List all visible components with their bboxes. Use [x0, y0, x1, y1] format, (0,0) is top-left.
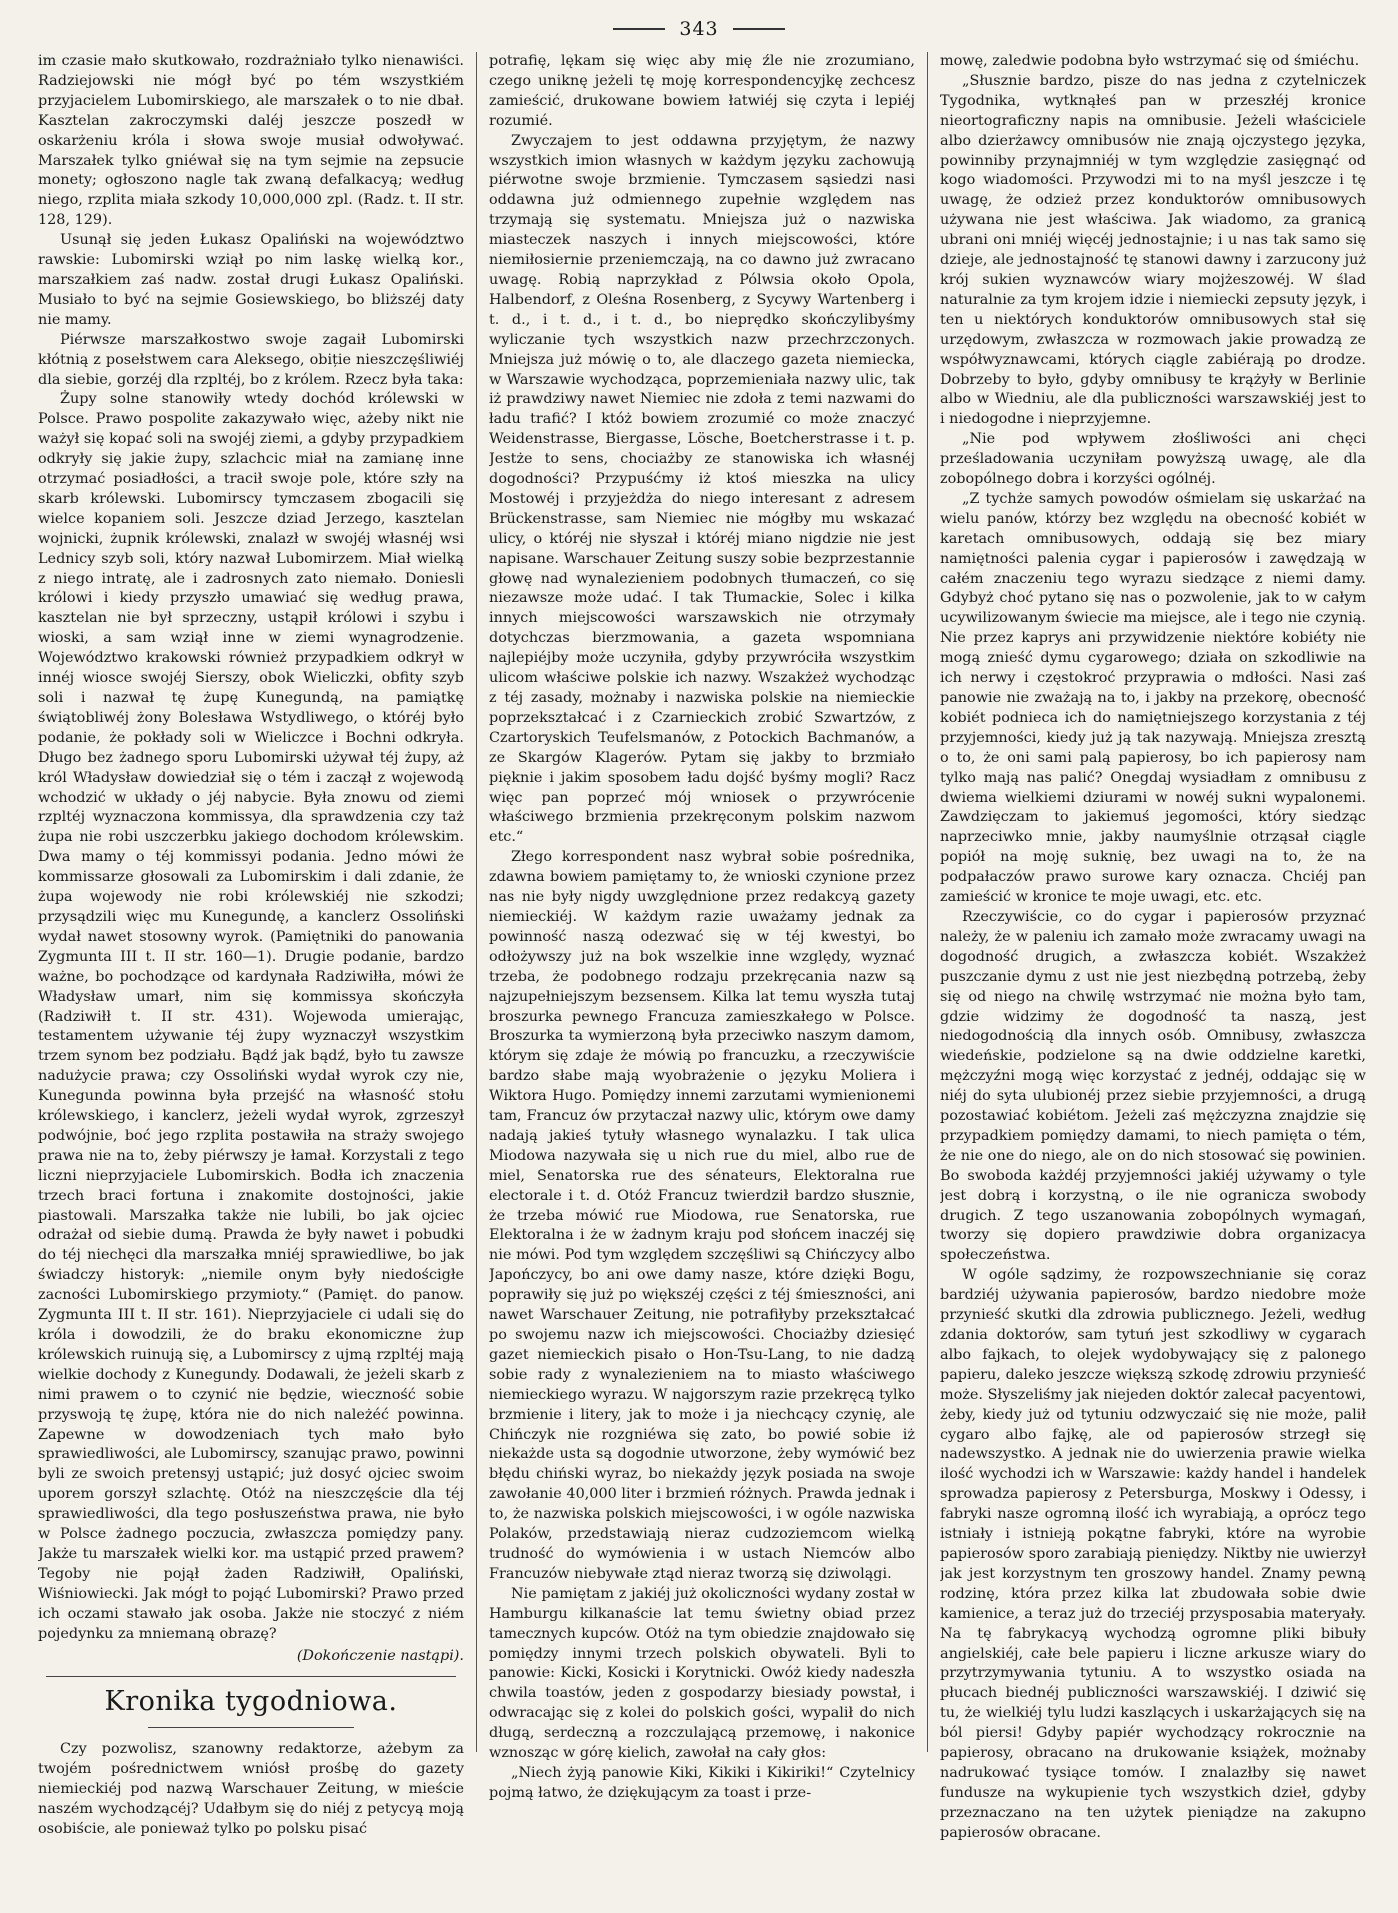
- paragraph: Rzeczywiście, co do cygar i papierosów przyznać należy, że w paleniu ich zamało może zwracamy uwagi na dogodność drugich, a zwłaszcza kobiét. Wszakżeż puszczanie dymu z ust nie jest niezbędną potrzebą, żeby się od niego na chwilę wstrzymać nie można było tam, gdzie widzimy że dogodność ta naszą, jest niedogodnością dla innych osób. Omnibusy, zwłaszcza wiedeńskie, podzielone są na dwie oddzielne karetki, mężczyźni mogą więc korzystać z jednéj, oddając się w niéj do syta ulubionéj przez siebie przyjemności, a drugą pozostawiać kobiétom. Jeżeli zaś mężczyzna znajdzie się przypadkiem pomiędzy damami, to niech pamięta o tém, że nie one do niego, ale on do nich stosować się powinien. Bo swoboda każdéj przyjemności jakiéj używamy o tyle jest dobrą i korzystną, o ile nie ogranicza swobody drugich. Z tego uszanowania zobopólnych wymagań, tworzy się dopiero prawdziwie dobra organizacya społeczeństwa.: [940, 908, 1366, 1264]
- page-header: [0, 14, 1398, 44]
- column-2: [489, 52, 915, 1897]
- paragraph: Nie pamiętam z jakiéj już okoliczności wydany został w Hamburgu kilkanaście lat temu świetny obiad przez tamecznych kupców. Otóż na tym obiedzie znajdowało się pomiędzy innymi trzech polskich obywateli. Byli to panowie: Kicki, Kosicki i Korytnicki. Owóż kiedy nadeszła chwila toastów, jeden z gospodarzy biesiady powstał, i odwracając się z kolei do polskich gości, wypalił do nich długą, serdeczną a rozczulającą przemowę, i nakonice wznosząc w górę kielich, zawołał na cały głos:: [489, 1585, 915, 1762]
- paragraph: Usunął się jeden Łukasz Opaliński na województwo rawskie: Lubomirski wziął po nim laskę wielką kor., marszałkiem zaś nadw. został drugi Łukasz Opaliński. Musiało to być na sejmie Gosiewskiego, bo bliższéj daty nie mamy.: [38, 232, 464, 328]
- paragraph: „Nie pod wpływem złośliwości ani chęci prześladowania uczyniłam powyższą uwagę, ale dla zobopólnego dobra i korzyści ogólnéj.: [940, 431, 1366, 488]
- title-underline: [148, 1727, 354, 1728]
- paragraph: Czy pozwolisz, szanowny redaktorze, ażebym za twojém pośrednictwem wniósł prośbę do gazety niemieckiéj pod nazwą Warschauer Zeitung, w mieście naszém wychodzącéj? Udałbym się do niéj z petycyą moją osobiście, ale ponieważ tylko po polsku pisać: [38, 1741, 464, 1838]
- column-3: [940, 52, 1366, 1897]
- paragraph: mowę, zaledwie podobna było wstrzymać się od śmiéchu.: [940, 53, 1360, 69]
- paragraph: „Z tychże samych powodów ośmielam się uskarżać na wielu panów, którzy bez względu na obecność kobiét w karetach omnibusowych, oddają się bez miary namiętności palenia cygar i papierosów i zawędzają w całém znaczeniu tego wyrazu siedzące z niemi damy. Gdybyż choć pytano się nas o pozwolenie, jak to w całym ucywilizowanym świecie ma miejsce, ale i tego nie czynią. Nie przez kaprys ani przywidzenie niektóre kobiéty nie mogą znieść dymu cygarowego; działa on szkodliwie na ich nerwy i częstokroć przyprawia o mdłości. Nasi zaś panowie nie zważają na to, i jakby na przekorę, obecność kobiét podnieca ich do namiętniejszego korzystania z téj przyjemności, kiedy już ją tak nazywają. Mniejsza zresztą o to, że oni sami palą papierosy, bo ich papierosy nam tylko mają nas palić? Onegdaj wysiadłam z omnibusu z dwiema wielkiemi dziurami w nowéj sukni wypalonemi. Zawdzięczam to jakiemuś jegomości, który siedząc naprzeciwko mnie, jakby naumyślnie otrząsał ciągle popiół na moję suknię, bez uwagi na to, że na podpałaczów prawo surowe kary oznacza. Chciéj pan zamieścić w kronice te moje uwagi, etc. etc.: [940, 490, 1366, 906]
- page-number: 343: [679, 18, 719, 40]
- paragraph: im czasie mało skutkowało, rozdrażniało tylko nienawiści. Radziejowski nie mógł być po tém wszystkiém przyjacielem Lubomirskiego, ale marszałek o to nie dbał. Kasztelan zakroczymski daléj jeszcze poszedł w oskarżeniu króla i słowa swoje musiał odwoływać. Marszałek tylko gniéwał się na tym sejmie na zepsucie monety; ogłoszono nagle tak zwaną defalkacyą; według niego, rzplita miała szkody 10,000,000 zpl. (Radz. t. II str. 128, 129).: [38, 53, 464, 229]
- column-separator: [927, 52, 929, 1752]
- paragraph: W ogóle sądzimy, że rozpowszechnianie się coraz bardziéj używania papierosów, bardzo niedobre może przynieść skutki dla zdrowia publicznego. Jeżeli, według zdania doktorów, sam tytuń jest szkodliwy w cygarach albo fajkach, to olejek wydobywający się z palonego papieru, daleko jeszcze większą szkodę zdrowiu przynieść może. Słyszeliśmy jak niejeden doktór zalecał pacyentowi, żeby, kiedy już od tytuniu odzwyczaić się nie może, palił cygaro albo fajkę, ale od papierosów strzegł się nadewszystko. A jednak nie do uwierzenia prawie wielka ilość wychodzi ich w Warszawie: każdy handel i handelek sprowadza papierosy z Petersburga, Moskwy i Odessy, i fabryki nasze ogromną ilość ich wyrabiają, a oprócz tego istniały i istnieją pokątne fabryki, które na wyrobie papierosów sporo zarabiają pieniędzy. Niktby nie uwierzył jak jest korzystnym ten groszowy handel. Znamy pewną rodzinę, która przez kilka lat zbudowała sobie dwie kamienice, a teraz już do trzeciéj przysposabia materyały. Na tę fabrykacyą wychodzą ogromne pliki bibuły angielskiéj, całe bele papieru i liczne arkusze wiary do przytrzymywania tytuniu. A to wszystko osiada na płucach biednéj publiczności warszawskiéj. I dziwić się tu, że wielkiéj tylu ludzi kaszlących i uskarżających się na ból piersi! Gdyby papiér wychodzący rokrocznie na papierosy, obracano na drukowanie książek, możnaby nadrukować tysiące tomów. I znalazłby się nawet fundusze na wykupienie tych wszystkich dzieł, gdyby przeznaczano na ten użytek pieniądze na zakupno papierosów obracane.: [940, 1267, 1366, 1841]
- paragraph: „Niech żyją panowie Kiki, Kikiki i Kikiriki!“ Czytelnicy pojmą łatwo, że dziękującym za toast i prze-: [489, 1764, 915, 1801]
- section-divider: [46, 1676, 456, 1677]
- paragraph: Żupy solne stanowiły wtedy dochód królewski w Polsce. Prawo pospolite zakazywało więc, ażeby nikt nie ważył się kopać soli na swojéj ziemi, a gdyby przypadkiem odkryły się jakie żupy, szlachcic miał na zamianę inne otrzymać posiadłości, a tracił swoje pole, które szły na skarb królewski. Lubomirscy tymczasem zbogacili się wielce kopaniem soli. Jeszcze dziad Jerzego, kasztelan wojnicki, żupnik królewski, znalazł w swojéj własnéj wsi Lednicy szyb soli, który nazwał Lubomirzem. Miał wielką z niego intratę, ale i zadrosnych zato niemało. Doniesli królowi i kiedy przyszło umawiać się według prawa, kasztelan nie był sprzeczny, ustąpił królowi i szybu i wioski, a sam wziął inne w ziemi wynagrodzenie. Województwo krakowski również przypadkiem odkrył w innéj wiosce swojéj Sierszy, obok Wieliczki, obfity szyb soli i nazwał tę żupę Kunegundą, na pamiątkę świątobliwéj żony Bolesława Wstydliwego, o któréj było podanie, że pokłady soli w Wieliczce i Bochni odkryła. Długo bez żadnego sporu Lubomirski używał téj żupy, aż król Władysław dowiedział się o tém i zaczął z wojewodą wchodzić w układy o jéj nabycie. Była znowu od ziemi rzpltéj wyznaczona kommissya, dla sprawdzenia czy taż żupa nie robi uszczerbku jakiego dochodom królewskim. Dwa mamy o téj kommissyi podania. Jedno mówi że kommissarze głosowali za Lubomirskim i dali zdanie, że żupa wojewody nie robi królewskiéj nie szkodzi; przysądzili więc mu Kunegundę, a kanclerz Ossoliński wydał nawet stosowny wyrok. (Pamiętniki do panowania Zygmunta III t. II str. 160—1). Drugie podanie, bardzo ważne, bo pochodzące od kardynała Radziwiłła, mówi że Władysław umarł, nim się kommissya skończyła (Radziwiłł t. II str. 431). Wojewoda umierając, testamentem używanie téj żupy wyznaczył wszystkim trzem synom bez podziału. Bądź jak bądź, było tu zawsze nadużycie prawa; czy Ossoliński wydał wyrok czy nie, Kunegunda powinna była przejść na własność stołu królewskiego, i kanclerz, jeżeli wydał wyrok, zgrzeszył podwójnie, boć jego rzplita postawiła na straży swojego prawa nie na to, żeby piérwszy je łamał. Korzystali z tego liczni nieprzyjaciele Lubomirskich. Bodła ich znaczenia trzech braci fortuna i znakomite dostojności, jakie piastowali. Marszałka także nie lubili, bo jak ojciec odrażał od siebie dumą. Prawda że były nawet i pobudki do téj niechęci dla marszałka mniéj sprawiedliwe, bo jak świadczy historyk: „niemile onym były niedościgłe zacności Lubomirskiego przymioty.“ (Pamięt. do panow. Zygmunta III t. II str. 161). Nieprzyjaciele ci udali się do króla i dowodzili, że do braku ekonomiczne żup królewskich ruinują się, a Lubomirscy z ujmą rzpltéj mają wielkie dochody z Kunegundy. Dodawali, że jeżeli skarb z nimi prawem o to czynić nie będzie, wieczność sobie przyswoją tę żupę, która nie do nich należéć powinna. Zapewne w dowodzeniach tych mało było sprawiedliwości, ale Lubomirscy, szanując prawo, powinni byli ze swoich pretensyj ustąpić; już dosyć ojciec swoim uporem gorszył szlachtę. Otóż na nieszczęście dla téj sprawiedliwości, dla tego posłuszeństwa prawa, nie było w Polsce żadnego poczucia, zwłaszcza pomiędzy pany. Jakże tu marszałek wielki kor. ma ustąpić przed prawem? Tegoby nie pojął żaden Radziwiłł, Opaliński, Wiśniowiecki. Jak mógł to pojąć Lubomirski? Prawo przed ich oczami stawało jak osoba. Jakże nie stoczyć z niém pojedynku za mniemaną obrazę?: [38, 391, 464, 1642]
- paragraph: Złego korrespondent nasz wybrał sobie pośrednika, zdawna bowiem pamiętamy to, że wnioski czynione przez nas nie były nigdy uwzględnione przez redakcyą gazety niemieckiéj. W każdym razie uważamy jednak za powinność naszą odezwać się w téj kwestyi, bo odłożywszy już na bok wszelkie inne względy, wyznać trzeba, że podobnego rodzaju przekręcania nazw są najzupełniejszym bezsensem. Kilka lat temu wyszła tutaj broszurka pewnego Francuza zamieszkałego w Polsce. Broszurka ta wymierzoną była przeciwko naszym damom, którym się zdaje że mówią po francuzku, a rzeczywiście bardzo słabe mają wyobrażenie o języku Moliera i Wiktora Hugo. Pomiędzy innemi zarzutami wymienionemi tam, Francuz ów przytaczał nazwy ulic, którym owe damy nadają jakieś tytuły własnego wynalazku. I tak ulica Miodowa nazywała się u nich rue du miel, albo rue de miel, Senatorska rue des sénateurs, Elektoralna rue electorale i t. d. Otóż Francuz twierdził bardzo słusznie, że trzeba mówić rue Miodowa, rue Senatorska, rue Elektoralna i że w żadnym kraju pod słońcem inaczéj się nie mówi. Pod tym względem szczęśliwi są Chińczycy albo Japończycy, bo ani owe damy nasze, które dzięki Bogu, poprawiły się już po większéj części z téj śmieszności, ani nawet Warschauer Zeitung, nie potrafiłyby przekształcać po swojemu nazw ich miejscowości. Chociażby dziesięć gazet niemieckich pisało o Hon-Tsu-Lang, to nie dadzą sobie rady z wynalezieniem na to miasto właściwego niemieckiego wyrazu. W najgorszym razie przekręcą tylko brzmienie i litery, jak to może i ja niechcący czynię, ale Chińczyk nie rozgniéwa się zato, bo powié sobie iż niekażde usta są dogodnie utworzone, żeby wymówić bez błędu chiński wyraz, bo niekażdy język posiada na swoje zawołanie 40,000 liter i brzmień różnych. Prawda jednak i to, że nazwiska polskich miejscowości, i w ogóle nazwiska Polaków, przedstawiają nieraz cudzoziemcom wielką trudność do wymówienia i w ustach Niemców albo Francuzów niebywałe ztąd nieraz tworzą się dziwolągi.: [489, 849, 915, 1582]
- header-rule-left: [613, 28, 665, 30]
- paragraph: Zwyczajem to jest oddawna przyjętym, że nazwy wszystkich imion własnych w każdym języku zachowują piérwotne swoje brzmienie. Tymczasem sąsiedzi nasi oddawna już odmiennego zupełnie względem nas trzymają się systematu. Mniejsza już o nazwiska miasteczek naszych i innych miejscowości, które niemiłosiernie przeniemczają, na co dawno już zwracano uwagę. Robią naprzykład z Pólwsia około Opola, Halbendorf, z Oleśna Rosenberg, z Sycywy Wartenberg i t. d., i t. d., i t. d., bo nieprędko skończylibyśmy wyliczanie tych wszystkich nazw przechrzczonych. Mniejsza już mówię o to, ale dlaczego gazeta niemiecka, w Warszawie wychodząca, poprzemieniała nazwy ulic, tak iż prawdziwy nawet Niemiec nie zdoła z temi nazwami do ładu trafić? I któż bowiem zrozumié co może znaczyć Weidenstrasse, Biergasse, Lösche, Boetcherstrasse i t. p. Jestże to sens, chociażby ze stanowiska ich własnéj dogodności? Przypuśćmy iż ktoś mieszka na ulicy Mostowéj i przyjeżdża do niego interesant z adresem Brückenstrasse, sam Niemiec nie mógłby mu wskazać ulicy, o któréj nie słyszał i któréj miano nigdzie nie jest napisane. Warschauer Zeitung suszy sobie bezprzestannie głowę nad wynalezieniem podobnych tłumaczeń, co się niezawsze może udać. I tak Tłumackie, Solec i kilka innych miejscowości warszawskich nie otrzymały dotychczas bierzmowania, a gazeta wspomniana najlepiéjby może uczyniła, gdyby przywróciła wszystkim ulicom właściwe polskie ich nazwy. Wszakżeż wychodząc z téj zasady, możnaby i nazwiska polskie na niemieckie poprzekształcać i z Czarnieckich zrobić Szwartzów, z Czartoryskich Teufelsmanów, z Potockich Bachmanów, a ze Skargów Klagerów. Pytam się jakby to brzmiało pięknie i jakim sposobem ładu dojść byśmy mogli? Racz więc pan poprzeć mój wniosek o przywrócenie właściwego brzmienia przekręconym polskim nazwom etc.“: [489, 132, 915, 846]
- paragraph: Piérwsze marszałkostwo swoje zagaił Lubomirski kłótnią z posełstwem cara Aleksego, obiție nieszczęśliwiéj dla siebie, gorzéj dla rzpltéj, bo z królem. Rzecz była taka:: [38, 331, 464, 388]
- paragraph: potrafię, lękam się więc aby mię źle nie zrozumiano, czego uniknę jeżeli tę moję korrespondencyjkę zechcesz zamieścić, drukowane bowiem łatwiéj się czyta i lepiéj rozumié.: [489, 53, 915, 129]
- section-title: Kronika tygodniowa.: [104, 1686, 398, 1718]
- column-1: [38, 52, 464, 1897]
- continuation-note: (Dokończenie nastąpi).: [296, 1647, 464, 1664]
- header-rule-right: [733, 28, 785, 30]
- text-columns: [38, 52, 1366, 1897]
- paragraph: „Słusznie bardzo, pisze do nas jedna z czytelniczek Tygodnika, wytknąłeś pan w przeszłéj kronice nieortograficzny napis na omnibusie. Jeżeli właściciele albo dzierżawcy omnibusów nie znają ojczystego języka, powinniby przynajmniéj w tym względzie zasięgnąć od kogo wiadomości. Przywodzi mi to na myśl jeszcze i tę uwagę, że odzież przez konduktorów omnibusowych używana nie jest właściwa. Jak wiadomo, za granicą ubrani oni mniéj więcéj jednostajnie; i u nas tak samo się dzieje, ale jednostajność tę stanowi dawny i zarzucony już krój sukien wyznawców wiary mojżeszowéj. W ślad naturalnie za tym krojem idzie i niemiecki zepsuty język, i ten u niektórych konduktorów omnibusowych stał się urzędowym, zwłaszcza w rozmowach jakie prowadzą ze współwyznawcami, których ciągle zabiérają po drodze. Dobrzeby to było, gdyby omnibusy te krążyły w Berlinie albo w Wiedniu, ale dla publiczności warszawskiéj jest to i niedogodne i nieprzyjemne.: [940, 72, 1366, 428]
- column-separator: [476, 52, 478, 1752]
